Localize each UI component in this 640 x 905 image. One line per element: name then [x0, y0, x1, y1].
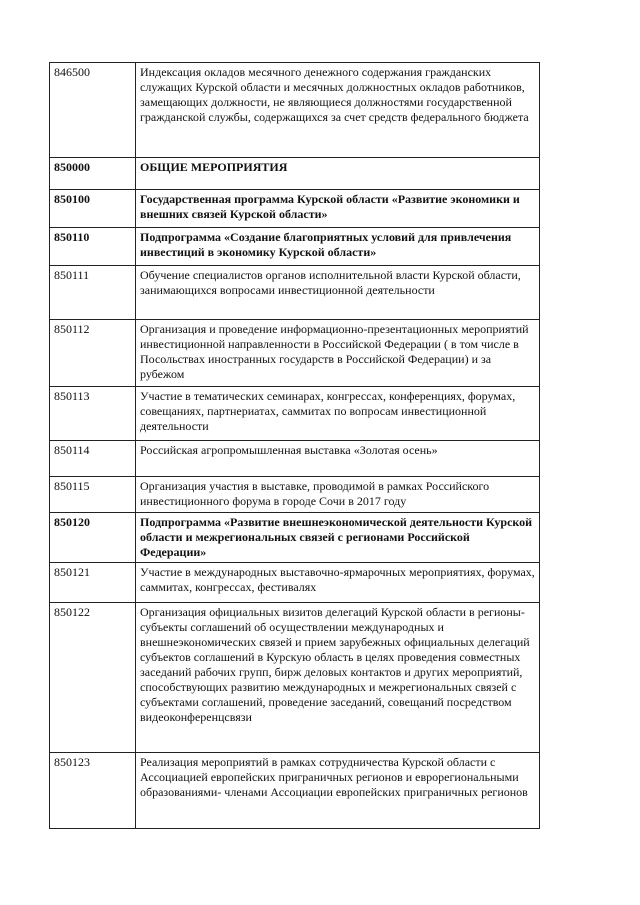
table-row — [50, 753, 540, 829]
budget-classification-table — [49, 62, 540, 829]
table-row — [50, 158, 540, 190]
description-cell: Российская агропромышленная выставка «Золотая осень» — [136, 441, 540, 477]
code-cell: 846500 — [50, 63, 136, 158]
description-cell: Подпрограмма «Создание благоприятных условий для привлечения инвестиций в экономику Курской области» — [136, 228, 540, 266]
description-cell: Индексация окладов месячного денежного содержания гражданских служащих Курской области и месячных должностных окладов работников, замещающих должности, не являющиеся должностями государственной гражданской службы, содержащихся за счет средств федерального бюджета — [136, 63, 540, 158]
table-row — [50, 513, 540, 563]
table-row — [50, 441, 540, 477]
table-row — [50, 63, 540, 158]
description-cell: Подпрограмма «Развитие внешнеэкономической деятельности Курской области и межрегиональных связей с регионами Российской Федерации» — [136, 513, 540, 563]
code-cell: 850100 — [50, 190, 136, 228]
code-cell: 850114 — [50, 441, 136, 477]
code-cell: 850113 — [50, 387, 136, 441]
description-cell: Участие в международных выставочно-ярмарочных мероприятиях, форумах, саммитах, конгрессах, фестивалях — [136, 563, 540, 603]
code-cell: 850000 — [50, 158, 136, 190]
description-cell: Обучение специалистов органов исполнительной власти Курской области, занимающихся вопросами инвестиционной деятельности — [136, 266, 540, 320]
description-cell: ОБЩИЕ МЕРОПРИЯТИЯ — [136, 158, 540, 190]
table-row — [50, 320, 540, 387]
code-cell: 850122 — [50, 603, 136, 753]
table-row — [50, 387, 540, 441]
code-cell: 850112 — [50, 320, 136, 387]
table-row — [50, 190, 540, 228]
code-cell: 850123 — [50, 753, 136, 829]
code-cell: 850115 — [50, 477, 136, 513]
code-cell: 850121 — [50, 563, 136, 603]
table-row — [50, 563, 540, 603]
table-row — [50, 266, 540, 320]
table-row — [50, 228, 540, 266]
table-row — [50, 477, 540, 513]
description-cell: Организация и проведение информационно-презентационных мероприятий инвестиционной направленности в Российской Федерации ( в том числе в Посольствах иностранных государств в Российской Федерации) и за рубежом — [136, 320, 540, 387]
description-cell: Реализация мероприятий в рамках сотрудничества Курской области с Ассоциацией европейских приграничных регионов и еврорегиональными образованиями- членами Ассоциации европейских приграничных регионов — [136, 753, 540, 829]
code-cell: 850111 — [50, 266, 136, 320]
table-row — [50, 603, 540, 753]
description-cell: Участие в тематических семинарах, конгрессах, конференциях, форумах, совещаниях, партнериатах, саммитах по вопросам инвестиционной деятельности — [136, 387, 540, 441]
description-cell: Государственная программа Курской области «Развитие экономики и внешних связей Курской области» — [136, 190, 540, 228]
description-cell: Организация официальных визитов делегаций Курской области в регионы-субъекты соглашений об осуществлении международных и внешнеэкономических связей и прием зарубежных официальных делегаций субъектов соглашений в Курскую область в целях проведения совместных заседаний рабочих групп, бирж деловых контактов и других мероприятий, способствующих развитию международных и межрегиональных связей с субъектами соглашений, проведение заседаний, совещаний посредством видеоконференцсвязи — [136, 603, 540, 753]
description-cell: Организация участия в выставке, проводимой в рамках Российского инвестиционного форума в городе Сочи в 2017 году — [136, 477, 540, 513]
code-cell: 850110 — [50, 228, 136, 266]
code-cell: 850120 — [50, 513, 136, 563]
